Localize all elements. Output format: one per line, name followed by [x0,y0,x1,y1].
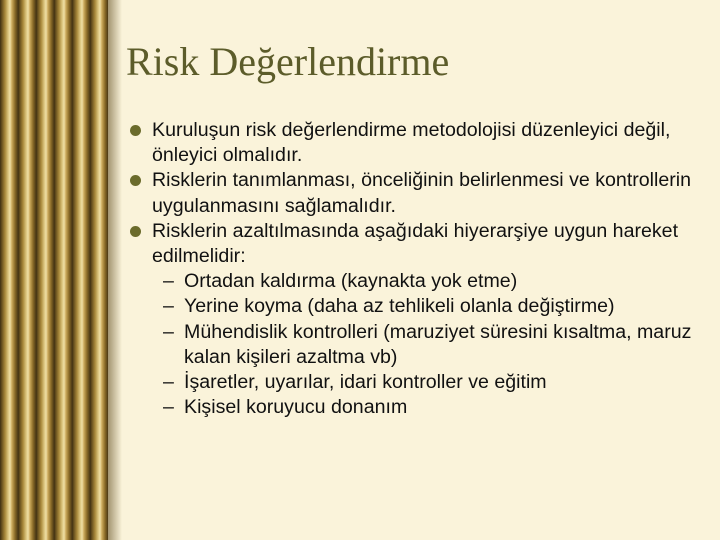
sub-bullet-text: İşaretler, uyarılar, idari kontroller ve eğitim [184,371,547,394]
bullet-text: Risklerin tanımlanması, önceliğinin belirlenmesi ve kontrollerin uygulanmasını sağlamalıdır. [152,169,692,217]
dash-marker-icon: – [163,371,174,394]
bullet-item [128,168,708,218]
slide-body [128,118,708,420]
sub-bullet-text: Ortadan kaldırma (kaynakta yok etme) [184,270,518,293]
dash-marker-icon: – [163,320,174,343]
sub-bullet-item [128,294,708,319]
sub-bullet-text: Kişisel koruyucu donanım [184,396,408,419]
bullet-dot-icon [130,175,141,186]
sub-bullet-item [128,395,708,420]
bullet-item [128,118,708,168]
bullet-dot-icon [130,226,141,237]
dash-marker-icon: – [163,396,174,419]
dash-marker-icon: – [163,270,174,293]
bullet-text: Risklerin azaltılmasında aşağıdaki hiyerarşiye uygun hareket edilmelidir: [152,219,679,268]
sub-bullet-item [128,320,708,370]
bullet-dot-icon [130,125,141,136]
decorative-column-shadow [108,0,122,540]
dash-marker-icon: – [163,295,174,318]
decorative-column-band [0,0,108,540]
sub-bullet-text: Mühendislik kontrolleri (maruziyet süresini kısaltma, maruz kalan kişileri azaltma vb) [184,320,692,368]
bullet-text: Kuruluşun risk değerlendirme metodolojisi düzenleyici değil, önleyici olmalıdır. [152,119,671,167]
slide-title: Risk Değerlendirme [126,39,450,84]
bullet-item [128,219,708,269]
sub-bullet-item [128,269,708,294]
sub-bullet-item [128,370,708,395]
sub-bullet-text: Yerine koyma (daha az tehlikeli olanla değiştirme) [184,295,615,318]
